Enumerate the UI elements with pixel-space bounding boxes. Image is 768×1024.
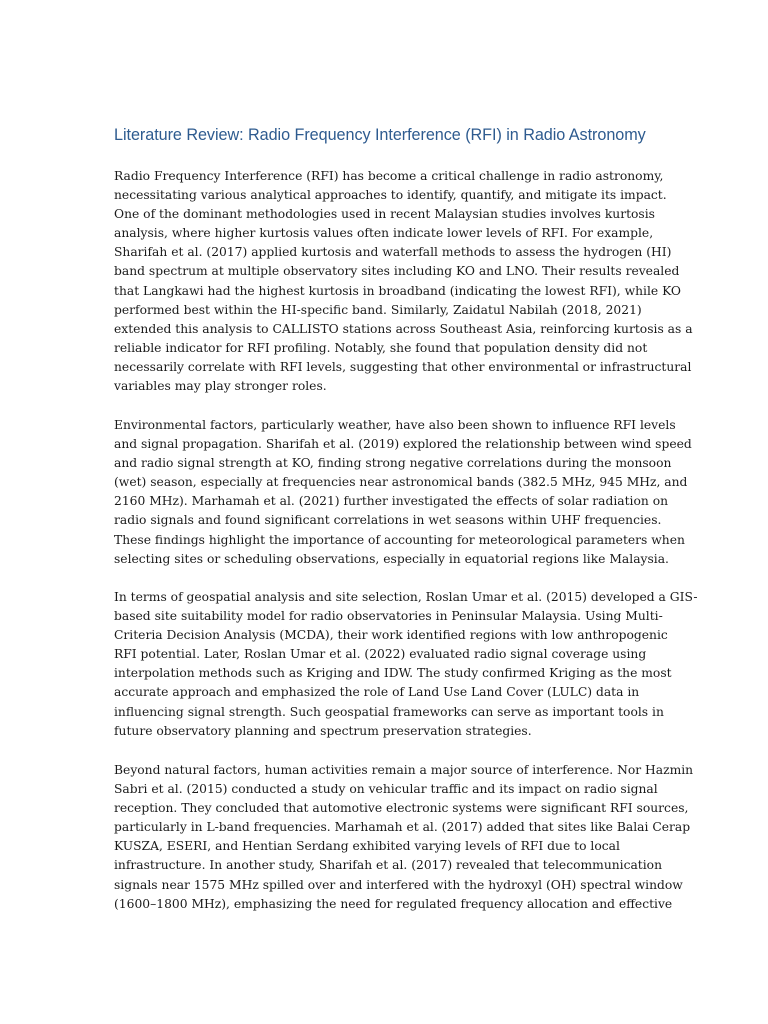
text-line: extended this analysis to CALLISTO stations across Southeast Asia, reinforcing kurtosis as a [114,321,693,336]
text-line: and signal propagation. Sharifah et al. (2019) explored the relationship between wind speed [114,437,692,452]
text-line: reliable indicator for RFI profiling. Notably, she found that population density did not [114,340,648,355]
text-line: Radio Frequency Interference (RFI) has become a critical challenge in radio astronomy, [114,169,664,183]
text-line: RFI potential. Later, Roslan Umar et al. (2022) evaluated radio signal coverage using [114,647,647,662]
paragraph-environmental-factors [114,416,692,569]
text-line: variables may play stronger roles. [114,379,327,394]
text-line: selecting sites or scheduling observations, especially in equatorial regions like Malaysia. [114,551,669,566]
text-line: reception. They concluded that automotive electronic systems were significant RFI sources, [114,801,689,816]
text-line: analysis, where higher kurtosis values often indicate lower levels of RFI. For example, [114,226,654,241]
text-line: radio signals and found significant correlations in wet seasons within UHF frequencies. [114,513,662,528]
text-line: future observatory planning and spectrum preservation strategies. [114,723,532,738]
paragraph-human-activities [114,761,694,914]
text-line: band spectrum at multiple observatory sites including KO and LNO. Their results revealed [114,264,680,279]
text-line: Environmental factors, particularly weather, have also been shown to influence RFI levels [114,418,676,432]
text-line: accurate approach and emphasized the role of Land Use Land Cover (LULC) data in [114,685,640,700]
text-line: (wet) season, especially at frequencies near astronomical bands (382.5 MHz, 945 MHz, and [114,475,688,490]
text-line: KUSZA, ESERI, and Hentian Serdang exhibited varying levels of RFI due to local [114,839,620,854]
text-line: Beyond natural factors, human activities remain a major source of interference. Nor Hazmin [114,763,694,777]
text-line: necessitating various analytical approaches to identify, quantify, and mitigate its impact. [114,188,667,203]
text-line: Criteria Decision Analysis (MCDA), their work identified regions with low anthropogenic [114,628,668,643]
text-line: infrastructure. In another study, Sharifah et al. (2017) revealed that telecommunication [114,858,663,873]
text-line: In terms of geospatial analysis and site selection, Roslan Umar et al. (2015) developed a GIS- [114,590,698,604]
text-line: signals near 1575 MHz spilled over and interfered with the hydroxyl (OH) spectral window [114,877,683,892]
text-line: that Langkawi had the highest kurtosis in broadband (indicating the lowest RFI), while KO [114,283,682,298]
text-line: interpolation methods such as Kriging and IDW. The study confirmed Kriging as the most [114,666,672,681]
text-line: influencing signal strength. Such geospatial frameworks can serve as important tools in [114,704,664,719]
text-line: One of the dominant methodologies used in recent Malaysian studies involves kurtosis [114,207,655,222]
text-line: These findings highlight the importance of accounting for meteorological parameters when [114,532,685,547]
text-line: performed best within the HI-specific band. Similarly, Zaidatul Nabilah (2018, 2021) [114,302,642,317]
text-line: based site suitability model for radio observatories in Peninsular Malaysia. Using Multi- [114,609,663,624]
text-line: Sharifah et al. (2017) applied kurtosis and waterfall methods to assess the hydrogen (HI) [114,245,672,260]
text-line: (1600–1800 MHz), emphasizing the need for regulated frequency allocation and effective [114,896,673,911]
paragraph-geospatial-analysis [114,588,698,741]
paragraph-kurtosis-analysis [114,167,693,396]
text-line: necessarily correlate with RFI levels, suggesting that other environmental or infrastructural [114,359,692,374]
text-line: Sabri et al. (2015) conducted a study on vehicular traffic and its impact on radio signal [114,782,658,797]
document-title: Literature Review: Radio Frequency Interference (RFI) in Radio Astronomy [114,126,646,144]
text-line: and radio signal strength at KO, finding strong negative correlations during the monsoon [114,456,672,471]
text-line: particularly in L-band frequencies. Marhamah et al. (2017) added that sites like Balai Cerap [114,820,691,835]
text-line: 2160 MHz). Marhamah et al. (2021) further investigated the effects of solar radiation on [114,494,669,509]
